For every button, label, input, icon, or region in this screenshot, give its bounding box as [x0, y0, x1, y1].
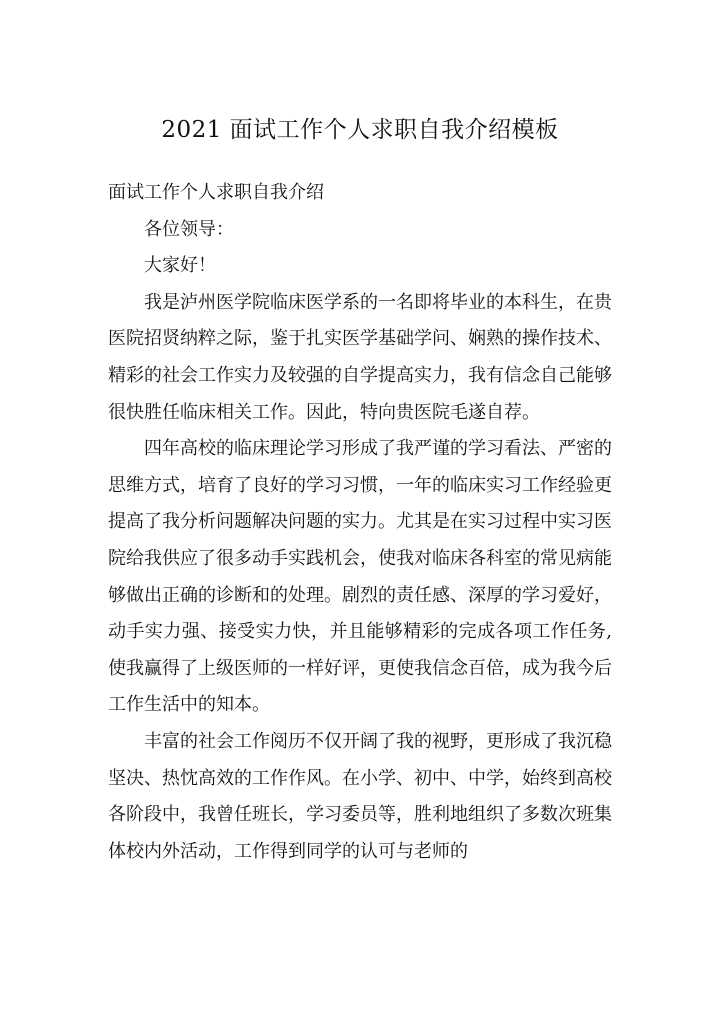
paragraph-experience: 丰富的社会工作阅历不仅开阔了我的视野，更形成了我沉稳坚决、热忱高效的工作作风。在小学、初中、中学，始终到高校各阶段中，我曾任班长，学习委员等，胜利地组织了多数次班集体校内外活动，工作得到同学的认可与老师的 [108, 730, 612, 862]
paragraph-intro: 我是泸州医学院临床医学系的一名即将毕业的本科生，在贵医院招贤纳粹之际，鉴于扎实医学基础学问、娴熟的操作技术、精彩的社会工作实力及较强的自学提高实力，我有信念自己能够很快胜任临床相关工作。因此，特向贵医院毛遂自荐。 [108, 291, 612, 423]
document-subtitle: 面试工作个人求职自我介绍 [108, 182, 324, 203]
paragraph-study: 四年高校的临床理论学习形成了我严谨的学习看法、严密的思维方式，培育了良好的学习习惯，一年的临床实习工作经验更提高了我分析问题解决问题的实力。尤其是在实习过程中实习医院给我供应了很多动手实践机会，使我对临床各科室的常见病能够做出正确的诊断和的处理。剧烈的责任感、深厚的学习爱好，动手实力强、接受实力快，并且能够精彩的完成各项工作任务,使我赢得了上级医师的一样好评，更使我信念百倍，成为我今后工作生活中的知本。 [108, 438, 612, 716]
greeting: 大家好！ [144, 255, 216, 277]
salutation: 各位领导： [144, 218, 234, 240]
document-body [108, 175, 612, 870]
document-title: 2021 面试工作个人求职自我介绍模板 [161, 117, 559, 143]
